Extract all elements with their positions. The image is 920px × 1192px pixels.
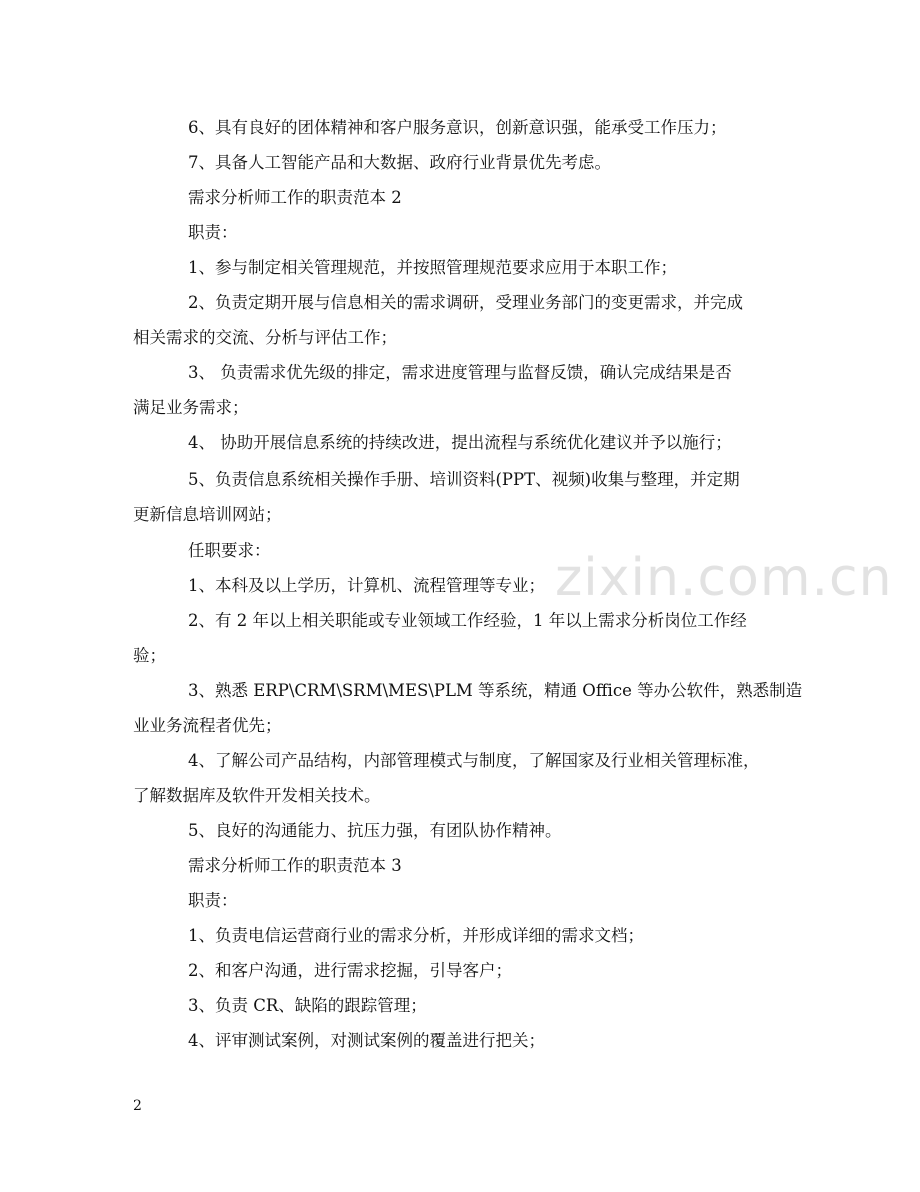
text-line: 3、负责 CR、缺陷的跟踪管理； — [188, 996, 427, 1015]
section-heading: 需求分析师工作的职责范本 2 — [188, 188, 402, 207]
text-line: 1、参与制定相关管理规范，并按照管理规范要求应用于本职工作； — [188, 258, 677, 277]
text-line: 满足业务需求； — [133, 398, 249, 417]
text-line: 1、本科及以上学历，计算机、流程管理等专业； — [188, 576, 545, 595]
text-line: 职责： — [188, 223, 238, 242]
text-line: 验； — [133, 646, 166, 665]
text-line: 4、 协助开展信息系统的持续改进，提出流程与系统优化建议并予以施行； — [188, 433, 732, 452]
text-line: 2、有 2 年以上相关职能或专业领域工作经验，1 年以上需求分析岗位工作经 — [188, 611, 747, 630]
text-line: 4、了解公司产品结构，内部管理模式与制度，了解国家及行业相关管理标准， — [188, 751, 760, 770]
text-line: 5、良好的沟通能力、抗压力强，有团队协作精神。 — [188, 821, 562, 840]
text-line: 更新信息培训网站； — [133, 505, 282, 524]
section-heading: 需求分析师工作的职责范本 3 — [188, 856, 402, 875]
text-line: 3、熟悉 ERP\CRM\SRM\MES\PLM 等系统，精通 Office 等办公软件，熟悉制造 — [188, 681, 803, 700]
text-line: 4、评审测试案例，对测试案例的覆盖进行把关； — [188, 1031, 545, 1050]
text-line: 了解数据库及软件开发相关技术。 — [133, 786, 381, 805]
text-line: 7、具备人工智能产品和大数据、政府行业背景优先考虑。 — [188, 153, 611, 172]
text-line: 2、和客户沟通，进行需求挖掘，引导客户； — [188, 961, 512, 980]
text-line: 3、 负责需求优先级的排定，需求进度管理与监督反馈，确认完成结果是否 — [188, 363, 732, 382]
text-line: 业业务流程者优先； — [133, 716, 282, 735]
text-line: 1、负责电信运营商行业的需求分析，并形成详细的需求文档； — [188, 926, 644, 945]
text-line: 2、负责定期开展与信息相关的需求调研，受理业务部门的变更需求，并完成 — [188, 293, 743, 312]
text-line: 职责： — [188, 891, 238, 910]
page-number: 2 — [133, 1098, 142, 1114]
watermark: zixin.com.cn — [555, 548, 893, 608]
text-line: 相关需求的交流、分析与评估工作； — [133, 328, 397, 347]
text-line: 5、负责信息系统相关操作手册、培训资料(PPT、视频)收集与整理，并定期 — [188, 470, 740, 489]
text-line: 6、具有良好的团体精神和客户服务意识，创新意识强，能承受工作压力； — [188, 118, 727, 137]
text-line: 任职要求： — [188, 541, 271, 560]
